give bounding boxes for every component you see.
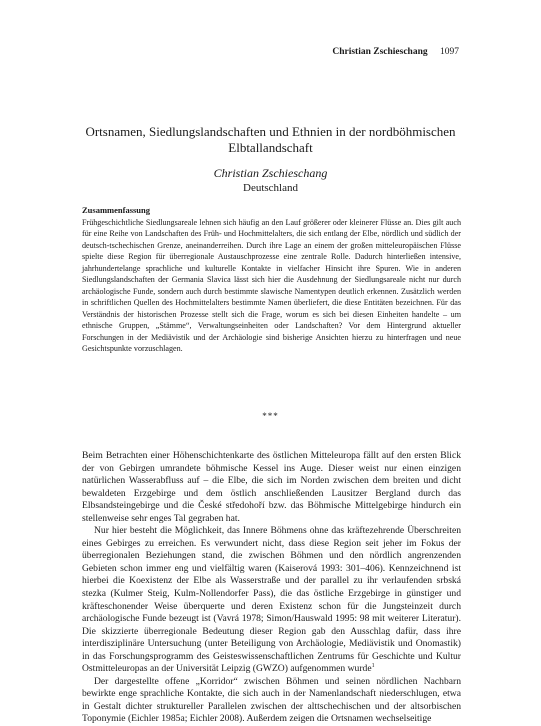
body-paragraph-1: Beim Betrachten einer Höhenschichtenkarte des östlichen Mitteleuropa fällt auf den ersten Blick der von Gebirgen umrandete böhmische Kessel ins Auge. Dieser weist nur einen einzigen natürlichen Wasserabfluss auf – die Elbe, die sich im Norden zwischen dem breiten und dicht bewaldeten Erzgebirge und dem östlich anschließenden Lausitzer Bergland durch das Elbsandsteingebirge und die České středohoří bzw. das Böhmische Mittelgebirge hindurch ein stellenweise sehr enges Tal gegraben hat.: [82, 450, 461, 524]
body-paragraph-2-text: Nur hier besteht die Möglichkeit, das Innere Böhmens ohne das kräftezehrende Überschreiten eines Gebirges zu erreichen. Es verwundert nicht, dass diese Region seit jeher im Fokus der überregionalen Beziehungen stand, die zwischen Böhmen und den nördlich angrenzenden Gebieten schon immer eng und vielfältig waren (Kaiserová 1993: 301–406). Kennzeichnend ist hierbei die Koexistenz der Elbe als Wasserstraße und der parallel zu ihr verlaufenden srbská stezka (Kulmer Steig, Kulm-Nollendorfer Pass), die das östliche Erzgebirge in günstiger und kräfteschonender Weise überquerte und deren Existenz schon für die Jungsteinzeit durch archäologische Funde bezeugt ist (Vavrá 1978; Simon/Hauswald 1995: 98 mit weiterer Literatur). Die skizzierte überregionale Bedeutung dieser Region gab den Ausschlag dafür, dass ihre interdisziplinäre Untersuchung (unter Beteiligung von Archäologie, Mediävistik und Onomastik) in das Forschungsprogramm des Geisteswissenschaftlichen Zentrums für Geschichte und Kultur Ostmitteleuropas an der Universität Leipzig (GWZO) aufgenommen wurde: [82, 525, 461, 675]
article-author: Christian Zschieschang: [213, 166, 328, 180]
article-affiliation: Deutschland: [243, 182, 298, 194]
abstract-text: Frühgeschichtliche Siedlungsareale lehnen sich häufig an den Lauf größerer oder kleinerer Flüsse an. Dies gilt auch für eine Reihe von Landschaften des Früh- und Hochmittelalters, die sich entlang der Elbe, nördlich und südlich der deutsch-tschechischen Grenze, aneinanderreihen. Durch ihre Lage an einem der großen mitteleuropäischen Flüsse spielte diese Region für überregionale Austauschprozesse eine zentrale Rolle. Dadurch hinterließen intensive, jahrhundertelange sprachliche und kulturelle Kontakte in vielfacher Hinsicht ihre Spuren. Wie in anderen Siedlungslandschaften der Germania Slavica lässt sich hier die Ausdehnung der Siedlungsareale nicht nur durch archäologische Funde, sondern auch durch bestimmte slawische Namentypen deutlich erkennen. Zusätzlich werden in schriftlichen Quellen des Hochmittelalters bestimmte Namen überliefert, die diese Entitäten bezeichnen. Für das Verständnis der historischen Prozesse stellt sich die Frage, worum es sich bei diesen Einheiten handelte – um ethnische Gruppen, „Stämme“, Verwaltungseinheiten oder Landschaften? Vor dem Hintergrund aktueller Forschungen in der Mediävistik und der Archäologie sind bisherige Ansichten hierzu zu hinterfragen und neue Gesichtspunkte vorzuschlagen.: [82, 218, 461, 353]
article-title: Ortsnamen, Siedlungslandschaften und Ethnien in der nordböhmischen Elbtallandschaft: [85, 124, 456, 155]
body-paragraph-3: Der dargestellte offene „Korridor“ zwischen Böhmen und seinen nördlichen Nachbarn bewirkte enge sprachliche Kontakte, die sich auch in der Namenlandschaft niederschlugen, etwa in Gestalt dichter struktureller Parallelen zwischen der alttschechischen und der altsorbischen Toponymie (Eichler 1985a; Eichler 2008). Außerdem zeigen die Ortsnamen wechselseitige: [82, 675, 461, 725]
running-head: [332, 47, 459, 57]
page-number: 1097: [440, 47, 459, 57]
body-paragraph-2: [82, 525, 461, 676]
footnote-reference[interactable]: 1: [371, 663, 375, 670]
section-separator: ***: [262, 411, 279, 421]
abstract-heading: Zusammenfassung: [82, 205, 151, 215]
running-head-author: Christian Zschieschang: [332, 47, 428, 57]
body-text: [82, 450, 461, 726]
